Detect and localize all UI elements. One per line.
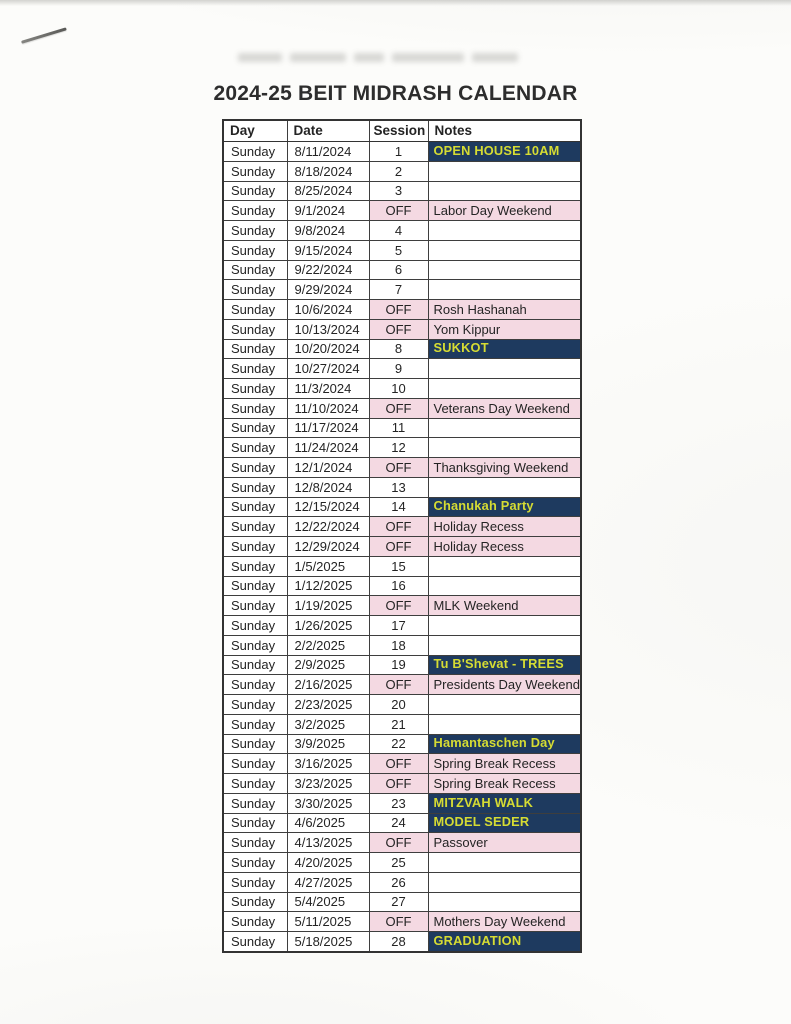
date-cell: 5/11/2025 bbox=[287, 912, 369, 932]
day-cell: Sunday bbox=[223, 892, 287, 912]
notes-cell: Holiday Recess bbox=[428, 517, 581, 537]
date-cell: 5/4/2025 bbox=[287, 892, 369, 912]
table-row bbox=[223, 596, 581, 616]
notes-cell bbox=[428, 556, 581, 576]
day-cell: Sunday bbox=[223, 596, 287, 616]
table-row bbox=[223, 477, 581, 497]
notes-cell: MODEL SEDER bbox=[428, 813, 581, 833]
table-row bbox=[223, 497, 581, 517]
day-cell: Sunday bbox=[223, 813, 287, 833]
notes-cell bbox=[428, 161, 581, 181]
table-row bbox=[223, 300, 581, 320]
day-cell: Sunday bbox=[223, 438, 287, 458]
staple-mark bbox=[21, 27, 67, 44]
day-cell: Sunday bbox=[223, 379, 287, 399]
session-cell: 13 bbox=[369, 477, 428, 497]
date-cell: 2/23/2025 bbox=[287, 695, 369, 715]
notes-cell: MITZVAH WALK bbox=[428, 793, 581, 813]
notes-cell bbox=[428, 892, 581, 912]
day-cell: Sunday bbox=[223, 300, 287, 320]
table-row bbox=[223, 556, 581, 576]
notes-cell: Passover bbox=[428, 833, 581, 853]
notes-cell bbox=[428, 477, 581, 497]
table-row bbox=[223, 932, 581, 952]
table-row bbox=[223, 655, 581, 675]
date-cell: 11/17/2024 bbox=[287, 418, 369, 438]
date-cell: 9/22/2024 bbox=[287, 260, 369, 280]
table-row bbox=[223, 438, 581, 458]
session-cell: 6 bbox=[369, 260, 428, 280]
session-cell: OFF bbox=[369, 675, 428, 695]
date-cell: 3/2/2025 bbox=[287, 714, 369, 734]
session-cell: 10 bbox=[369, 379, 428, 399]
date-cell: 3/23/2025 bbox=[287, 774, 369, 794]
table-row bbox=[223, 240, 581, 260]
table-row bbox=[223, 339, 581, 359]
notes-cell: Spring Break Recess bbox=[428, 754, 581, 774]
session-cell: 22 bbox=[369, 734, 428, 754]
session-cell: 17 bbox=[369, 616, 428, 636]
date-cell: 4/20/2025 bbox=[287, 853, 369, 873]
day-cell: Sunday bbox=[223, 833, 287, 853]
date-cell: 9/15/2024 bbox=[287, 240, 369, 260]
day-cell: Sunday bbox=[223, 398, 287, 418]
date-cell: 3/30/2025 bbox=[287, 793, 369, 813]
day-cell: Sunday bbox=[223, 872, 287, 892]
date-cell: 12/22/2024 bbox=[287, 517, 369, 537]
table-row bbox=[223, 714, 581, 734]
notes-cell: Rosh Hashanah bbox=[428, 300, 581, 320]
date-cell: 4/6/2025 bbox=[287, 813, 369, 833]
day-cell: Sunday bbox=[223, 181, 287, 201]
table-row bbox=[223, 319, 581, 339]
session-cell: OFF bbox=[369, 319, 428, 339]
day-cell: Sunday bbox=[223, 497, 287, 517]
table-row bbox=[223, 793, 581, 813]
notes-cell: Spring Break Recess bbox=[428, 774, 581, 794]
session-cell: OFF bbox=[369, 398, 428, 418]
bleed-smudge bbox=[354, 53, 384, 62]
table-row bbox=[223, 398, 581, 418]
notes-cell: GRADUATION bbox=[428, 932, 581, 952]
day-cell: Sunday bbox=[223, 458, 287, 478]
scan-edge-shadow bbox=[0, 0, 791, 6]
table-row bbox=[223, 675, 581, 695]
day-cell: Sunday bbox=[223, 339, 287, 359]
session-cell: 11 bbox=[369, 418, 428, 438]
bleed-smudge bbox=[392, 53, 464, 62]
table-row bbox=[223, 142, 581, 162]
header-notes: Notes bbox=[428, 120, 581, 142]
table-row bbox=[223, 537, 581, 557]
notes-cell bbox=[428, 576, 581, 596]
table-row bbox=[223, 280, 581, 300]
date-cell: 4/27/2025 bbox=[287, 872, 369, 892]
date-cell: 12/15/2024 bbox=[287, 497, 369, 517]
notes-cell bbox=[428, 853, 581, 873]
bleed-smudge bbox=[238, 53, 282, 62]
day-cell: Sunday bbox=[223, 695, 287, 715]
table-row bbox=[223, 853, 581, 873]
session-cell: 3 bbox=[369, 181, 428, 201]
day-cell: Sunday bbox=[223, 655, 287, 675]
day-cell: Sunday bbox=[223, 161, 287, 181]
session-cell: 20 bbox=[369, 695, 428, 715]
session-cell: 8 bbox=[369, 339, 428, 359]
notes-cell bbox=[428, 181, 581, 201]
header-date: Date bbox=[287, 120, 369, 142]
session-cell: 23 bbox=[369, 793, 428, 813]
date-cell: 3/9/2025 bbox=[287, 734, 369, 754]
table-row bbox=[223, 734, 581, 754]
date-cell: 1/5/2025 bbox=[287, 556, 369, 576]
table-row bbox=[223, 833, 581, 853]
session-cell: OFF bbox=[369, 517, 428, 537]
notes-cell: MLK Weekend bbox=[428, 596, 581, 616]
date-cell: 2/9/2025 bbox=[287, 655, 369, 675]
notes-cell bbox=[428, 418, 581, 438]
date-cell: 2/2/2025 bbox=[287, 635, 369, 655]
page-title: 2024-25 BEIT MIDRASH CALENDAR bbox=[213, 82, 578, 105]
session-cell: OFF bbox=[369, 537, 428, 557]
day-cell: Sunday bbox=[223, 912, 287, 932]
notes-cell bbox=[428, 221, 581, 241]
header-day: Day bbox=[223, 120, 287, 142]
notes-cell: SUKKOT bbox=[428, 339, 581, 359]
notes-cell bbox=[428, 872, 581, 892]
date-cell: 1/26/2025 bbox=[287, 616, 369, 636]
session-cell: OFF bbox=[369, 201, 428, 221]
session-cell: 18 bbox=[369, 635, 428, 655]
header-row bbox=[223, 120, 581, 142]
date-cell: 10/6/2024 bbox=[287, 300, 369, 320]
notes-cell: Veterans Day Weekend bbox=[428, 398, 581, 418]
bleed-smudge bbox=[472, 53, 518, 62]
day-cell: Sunday bbox=[223, 319, 287, 339]
session-cell: 15 bbox=[369, 556, 428, 576]
table-row bbox=[223, 379, 581, 399]
date-cell: 10/27/2024 bbox=[287, 359, 369, 379]
day-cell: Sunday bbox=[223, 734, 287, 754]
day-cell: Sunday bbox=[223, 754, 287, 774]
session-cell: 9 bbox=[369, 359, 428, 379]
date-cell: 3/16/2025 bbox=[287, 754, 369, 774]
notes-cell bbox=[428, 616, 581, 636]
notes-cell: Yom Kippur bbox=[428, 319, 581, 339]
table-row bbox=[223, 872, 581, 892]
day-cell: Sunday bbox=[223, 260, 287, 280]
notes-cell bbox=[428, 714, 581, 734]
table-row bbox=[223, 458, 581, 478]
table-row bbox=[223, 418, 581, 438]
session-cell: 16 bbox=[369, 576, 428, 596]
table-row bbox=[223, 616, 581, 636]
calendar-table bbox=[222, 119, 582, 953]
session-cell: OFF bbox=[369, 912, 428, 932]
header-session: Session bbox=[369, 120, 428, 142]
day-cell: Sunday bbox=[223, 853, 287, 873]
table-row bbox=[223, 201, 581, 221]
date-cell: 12/1/2024 bbox=[287, 458, 369, 478]
date-cell: 5/18/2025 bbox=[287, 932, 369, 952]
session-cell: 24 bbox=[369, 813, 428, 833]
session-cell: OFF bbox=[369, 458, 428, 478]
notes-cell bbox=[428, 438, 581, 458]
notes-cell bbox=[428, 695, 581, 715]
session-cell: OFF bbox=[369, 596, 428, 616]
table-row bbox=[223, 912, 581, 932]
date-cell: 4/13/2025 bbox=[287, 833, 369, 853]
date-cell: 11/24/2024 bbox=[287, 438, 369, 458]
table-row bbox=[223, 892, 581, 912]
notes-cell bbox=[428, 260, 581, 280]
date-cell: 9/29/2024 bbox=[287, 280, 369, 300]
session-cell: OFF bbox=[369, 300, 428, 320]
session-cell: 4 bbox=[369, 221, 428, 241]
date-cell: 9/1/2024 bbox=[287, 201, 369, 221]
notes-cell: Hamantaschen Day bbox=[428, 734, 581, 754]
session-cell: 25 bbox=[369, 853, 428, 873]
date-cell: 8/25/2024 bbox=[287, 181, 369, 201]
session-cell: 26 bbox=[369, 872, 428, 892]
date-cell: 1/19/2025 bbox=[287, 596, 369, 616]
notes-cell: Mothers Day Weekend bbox=[428, 912, 581, 932]
date-cell: 8/18/2024 bbox=[287, 161, 369, 181]
day-cell: Sunday bbox=[223, 517, 287, 537]
notes-cell bbox=[428, 359, 581, 379]
session-cell: 28 bbox=[369, 932, 428, 952]
session-cell: OFF bbox=[369, 754, 428, 774]
date-cell: 12/8/2024 bbox=[287, 477, 369, 497]
day-cell: Sunday bbox=[223, 221, 287, 241]
day-cell: Sunday bbox=[223, 774, 287, 794]
session-cell: 27 bbox=[369, 892, 428, 912]
day-cell: Sunday bbox=[223, 576, 287, 596]
bleed-through-text bbox=[238, 51, 518, 65]
day-cell: Sunday bbox=[223, 418, 287, 438]
notes-cell bbox=[428, 379, 581, 399]
date-cell: 1/12/2025 bbox=[287, 576, 369, 596]
date-cell: 2/16/2025 bbox=[287, 675, 369, 695]
session-cell: OFF bbox=[369, 833, 428, 853]
date-cell: 9/8/2024 bbox=[287, 221, 369, 241]
date-cell: 10/20/2024 bbox=[287, 339, 369, 359]
notes-cell: Chanukah Party bbox=[428, 497, 581, 517]
table-row bbox=[223, 359, 581, 379]
session-cell: 19 bbox=[369, 655, 428, 675]
day-cell: Sunday bbox=[223, 537, 287, 557]
day-cell: Sunday bbox=[223, 793, 287, 813]
table-row bbox=[223, 161, 581, 181]
day-cell: Sunday bbox=[223, 142, 287, 162]
table-row bbox=[223, 635, 581, 655]
date-cell: 10/13/2024 bbox=[287, 319, 369, 339]
notes-cell: Tu B'Shevat - TREES bbox=[428, 655, 581, 675]
day-cell: Sunday bbox=[223, 616, 287, 636]
day-cell: Sunday bbox=[223, 932, 287, 952]
session-cell: 5 bbox=[369, 240, 428, 260]
notes-cell: Labor Day Weekend bbox=[428, 201, 581, 221]
date-cell: 11/3/2024 bbox=[287, 379, 369, 399]
table-row bbox=[223, 695, 581, 715]
table-row bbox=[223, 517, 581, 537]
notes-cell bbox=[428, 240, 581, 260]
day-cell: Sunday bbox=[223, 240, 287, 260]
table-row bbox=[223, 221, 581, 241]
table-row bbox=[223, 774, 581, 794]
date-cell: 8/11/2024 bbox=[287, 142, 369, 162]
notes-cell: Presidents Day Weekend bbox=[428, 675, 581, 695]
day-cell: Sunday bbox=[223, 280, 287, 300]
session-cell: 14 bbox=[369, 497, 428, 517]
session-cell: 7 bbox=[369, 280, 428, 300]
table-row bbox=[223, 260, 581, 280]
notes-cell: Holiday Recess bbox=[428, 537, 581, 557]
table-row bbox=[223, 754, 581, 774]
notes-cell bbox=[428, 635, 581, 655]
table-row bbox=[223, 181, 581, 201]
date-cell: 12/29/2024 bbox=[287, 537, 369, 557]
day-cell: Sunday bbox=[223, 359, 287, 379]
date-cell: 11/10/2024 bbox=[287, 398, 369, 418]
session-cell: OFF bbox=[369, 774, 428, 794]
day-cell: Sunday bbox=[223, 201, 287, 221]
table-row bbox=[223, 576, 581, 596]
notes-cell: Thanksgiving Weekend bbox=[428, 458, 581, 478]
table-row bbox=[223, 813, 581, 833]
bleed-smudge bbox=[290, 53, 346, 62]
day-cell: Sunday bbox=[223, 714, 287, 734]
notes-cell bbox=[428, 280, 581, 300]
day-cell: Sunday bbox=[223, 477, 287, 497]
session-cell: 2 bbox=[369, 161, 428, 181]
day-cell: Sunday bbox=[223, 556, 287, 576]
session-cell: 12 bbox=[369, 438, 428, 458]
notes-cell: OPEN HOUSE 10AM bbox=[428, 142, 581, 162]
day-cell: Sunday bbox=[223, 675, 287, 695]
table-body bbox=[223, 142, 581, 952]
day-cell: Sunday bbox=[223, 635, 287, 655]
session-cell: 21 bbox=[369, 714, 428, 734]
session-cell: 1 bbox=[369, 142, 428, 162]
